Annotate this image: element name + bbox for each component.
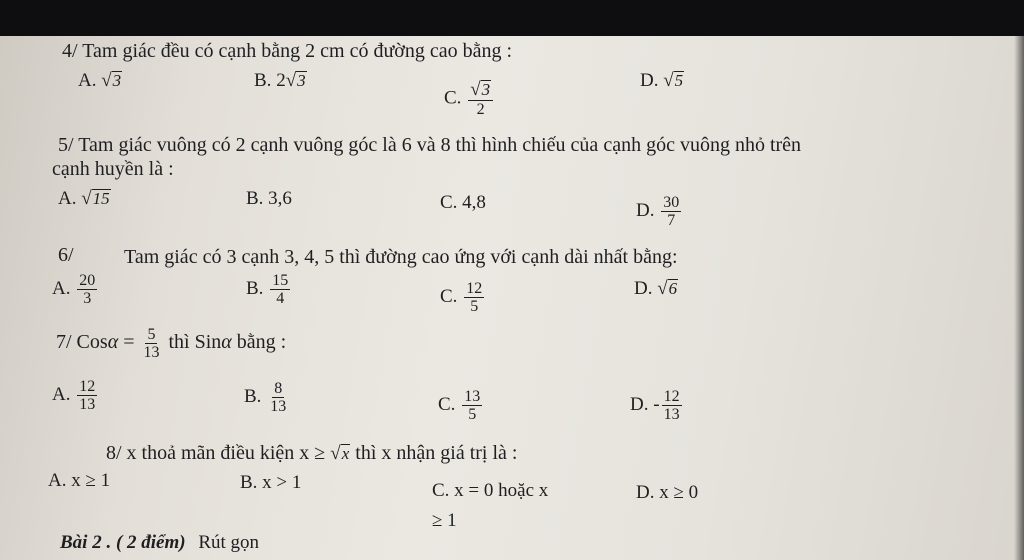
q4-d-label: D.	[640, 70, 659, 91]
q8-stem-suffix: thì x nhận giá trị là :	[355, 442, 518, 464]
q7-c-label: C.	[438, 393, 456, 415]
q7-d-sign: -	[653, 393, 660, 415]
bai2-heading	[60, 532, 259, 554]
q5-option-a	[58, 188, 111, 210]
exam-paper	[0, 36, 1024, 560]
q7-b-fraction: $\frac{8}{13}$	[270, 380, 287, 415]
q5-d-fraction: $\frac{30}{7}$	[663, 194, 680, 229]
bai2-task: Rút gọn	[198, 532, 260, 553]
bai2-title: Bài 2 . ( 2 điểm)	[60, 532, 186, 553]
q5-a-sqrt: √ 15	[81, 188, 110, 209]
q7-alpha-2: α	[221, 331, 232, 354]
q7-c-fraction: $\frac{13}{5}$	[464, 388, 481, 423]
q4-a-label: A.	[78, 70, 97, 91]
q7-d-label: D.	[630, 393, 649, 415]
q6-c-label: C.	[440, 285, 458, 307]
q4-b-coef: 2	[276, 70, 286, 91]
q6-a-fraction: $\frac{20}{3}$	[79, 272, 96, 307]
q6-c-fraction: $\frac{12}{5}$	[466, 280, 483, 315]
q6-option-c	[440, 280, 486, 315]
q4-option-c	[444, 80, 495, 118]
q7-sin: Sin	[194, 331, 222, 354]
q7-option-a	[52, 378, 99, 413]
q7-suffix: bằng :	[236, 331, 287, 354]
q6-d-sqrt: √ 6	[657, 278, 678, 299]
q5-option-c: C. 4,8	[440, 192, 486, 213]
q6-b-fraction: $\frac{15}{4}$	[272, 272, 289, 307]
q7-option-d	[630, 388, 684, 423]
q7-stem-prefix: 7/ Cos	[56, 331, 108, 354]
q6-stem: Tam giác có 3 cạnh 3, 4, 5 thì đường cao ứng với cạnh dài nhất bằng:	[124, 246, 678, 268]
q5-option-b: B. 3,6	[246, 188, 292, 209]
q7-option-b	[244, 380, 290, 415]
q4-a-sqrt: √ 3	[101, 70, 122, 91]
q7-a-fraction: $\frac{12}{13}$	[79, 378, 96, 413]
q5-stem-line1: 5/ Tam giác vuông có 2 cạnh vuông góc là 6 và 8 thì hình chiếu của cạnh góc vuông nhỏ trên	[58, 134, 802, 156]
q4-stem: 4/ Tam giác đều có cạnh bằng 2 cm có đường cao bằng :	[62, 40, 513, 62]
q8-cond-lhs: x ≥	[299, 442, 326, 464]
q5-option-d	[636, 194, 683, 229]
q7-stem	[56, 326, 286, 361]
q8-cond-sqrt: √ x	[330, 443, 350, 464]
q7-b-label: B.	[244, 385, 262, 407]
q8-option-d: D. x ≥ 0	[636, 482, 699, 503]
q6-option-d	[634, 278, 678, 300]
q5-stem-line2: cạnh huyền là :	[52, 158, 174, 180]
q7-equals: =	[123, 331, 135, 354]
q4-option-a	[78, 70, 122, 92]
q8-option-a: A. x ≥ 1	[48, 470, 111, 491]
q5-d-label: D.	[636, 199, 655, 221]
q4-option-d	[640, 70, 684, 92]
q8-stem-prefix: 8/ x thoả mãn điều kiện	[106, 442, 295, 464]
q4-c-fraction: √ 3 2	[468, 80, 493, 118]
q6-b-label: B.	[246, 277, 264, 299]
q8-option-c-line2: ≥ 1	[432, 510, 457, 531]
q4-b-label: B.	[254, 70, 272, 91]
q4-c-label: C.	[444, 87, 462, 109]
q8-stem	[106, 442, 517, 464]
q7-option-c	[438, 388, 484, 423]
q7-cos-fraction: $\frac{5}{13}$	[143, 326, 160, 361]
q7-alpha: α	[107, 331, 119, 354]
q6-option-b	[246, 272, 292, 307]
q7-d-fraction: $\frac{12}{13}$	[663, 388, 680, 423]
q7-thi: thì	[168, 331, 190, 354]
q4-d-sqrt: √ 5	[663, 70, 684, 91]
q6-d-label: D.	[634, 278, 653, 299]
q8-option-b: B. x > 1	[240, 472, 302, 493]
q7-a-label: A.	[52, 383, 71, 405]
q6-option-a	[52, 272, 99, 307]
q6-number: 6/	[58, 244, 74, 266]
q4-b-sqrt: √ 3	[285, 70, 306, 91]
q4-option-b	[254, 70, 307, 92]
q6-a-label: A.	[52, 277, 71, 299]
q8-option-c-line1: C. x = 0 hoặc x	[432, 480, 549, 501]
q5-a-label: A.	[58, 188, 77, 209]
